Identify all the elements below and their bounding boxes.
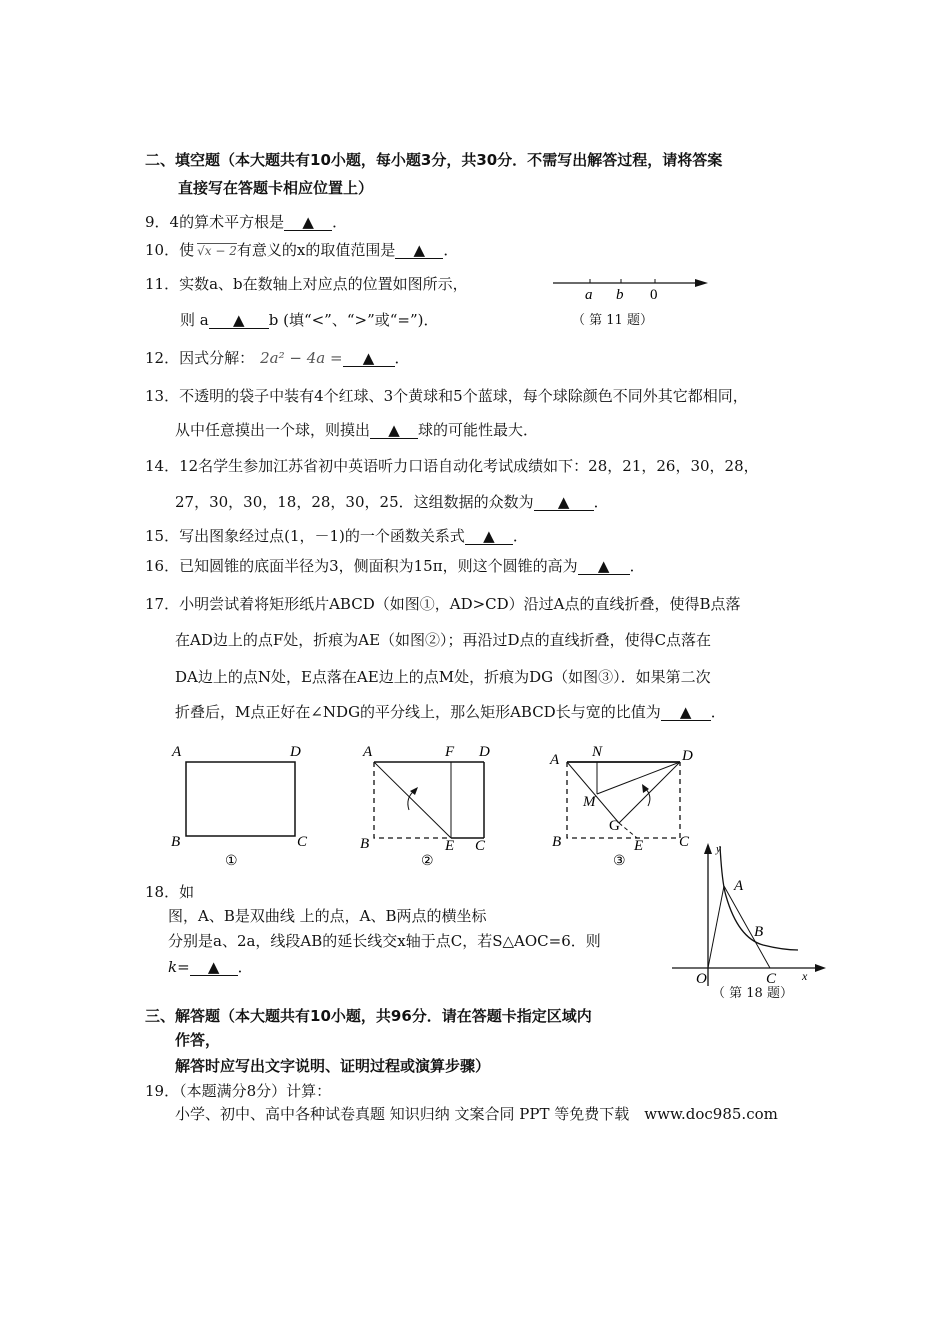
svg-text:E: E <box>634 838 644 854</box>
svg-text:D: D <box>290 744 301 760</box>
svg-text:M: M <box>583 794 596 810</box>
question-18-line1: 图，A、B是双曲线 上的点，A、B两点的横坐标 <box>168 907 487 925</box>
svg-text:C: C <box>679 834 690 850</box>
question-9: 9．4的算术平方根是 ▲ ． <box>145 213 348 231</box>
svg-text:E: E <box>445 838 455 854</box>
figure-2-fold <box>355 738 505 868</box>
svg-text:②: ② <box>421 854 434 868</box>
svg-text:C: C <box>297 834 308 850</box>
question-13-cont: 从中任意摸出一个球，则摸出 ▲ 球的可能性最大． <box>175 421 539 439</box>
question-16: 16．已知圆锥的底面半径为3，侧面积为15π，则这个圆锥的高为 ▲ ． <box>145 557 645 575</box>
question-18-answer: k= ▲ ． <box>168 958 253 976</box>
svg-text:G: G <box>609 818 620 834</box>
axis-label-a: a <box>585 287 593 300</box>
answer-blank: ▲ <box>343 350 395 367</box>
section2-title-cont: 直接写在答题卡相应位置上） <box>178 179 374 197</box>
svg-text:A: A <box>363 744 373 760</box>
hyperbola-figure <box>668 838 828 988</box>
answer-blank: ▲ <box>465 528 513 545</box>
svg-text:O: O <box>696 971 707 987</box>
answer-blank: ▲ <box>395 242 443 259</box>
section2-title: 二、填空题（本大题共有10小题，每小题3分，共30分．不需写出解答过程，请将答案 <box>145 151 723 169</box>
answer-blank: ▲ <box>370 422 418 439</box>
svg-text:y: y <box>716 843 721 855</box>
svg-text:D: D <box>479 744 490 760</box>
svg-text:N: N <box>592 744 603 760</box>
answer-blank: ▲ <box>209 312 269 329</box>
svg-text:F: F <box>445 744 455 760</box>
question-18: 18．如 <box>145 883 195 901</box>
question-15: 15．写出图象经过点(1，－1)的一个函数关系式 ▲ ． <box>145 527 528 545</box>
question-17-line3: DA边上的点N处，E点落在AE边上的点M处，折痕为DG（如图③）．如果第二次 <box>175 668 711 686</box>
number-line-figure <box>545 270 715 300</box>
svg-text:A: A <box>734 878 744 894</box>
question-14-cont: 27，30，30，18，28，30，25．这组数据的众数为 ▲ ． <box>175 493 609 511</box>
answer-blank: ▲ <box>284 214 332 231</box>
svg-text:D: D <box>682 748 693 764</box>
svg-text:①: ① <box>225 854 238 868</box>
question-13: 13．不透明的袋子中装有4个红球、3个黄球和5个蓝球，每个球除颜色不同外其它都相同， <box>145 387 748 405</box>
axis-label-b: b <box>616 287 624 300</box>
svg-text:B: B <box>360 836 370 852</box>
question-14: 14．12名学生参加江苏省初中英语听力口语自动化考试成绩如下：28，21，26，30，28， <box>145 457 759 475</box>
figure-18-caption: （ 第 18 题） <box>712 986 793 1001</box>
question-17-line2: 在AD边上的点F处，折痕为AE（如图②）；再沿过D点的直线折叠，使得C点落在 <box>175 631 712 649</box>
question-10: 10．使 √x − 2有意义的x的取值范围是 ▲ ． <box>145 241 459 259</box>
answer-blank: ▲ <box>534 494 594 511</box>
question-11: 11．实数a、b在数轴上对应点的位置如图所示， <box>145 275 468 293</box>
question-11-answer: 则 a ▲ b (填“<”、“>”或“=”)． <box>180 311 439 329</box>
section3-title-cont2: 解答时应写出文字说明、证明过程或演算步骤） <box>175 1057 491 1075</box>
axis-label-0: 0 <box>650 287 658 300</box>
figure-11-caption: （ 第 11 题） <box>572 313 653 328</box>
answer-blank: ▲ <box>190 959 238 976</box>
section3-title: 三、解答题（本大题共有10小题，共96分．请在答题卡指定区域内 <box>145 1007 592 1025</box>
svg-text:A: A <box>550 752 560 768</box>
svg-text:A: A <box>172 744 182 760</box>
svg-text:B: B <box>171 834 181 850</box>
svg-text:C: C <box>766 971 777 987</box>
question-12: 12．因式分解： 2a² − 4a = ▲ ． <box>145 349 410 367</box>
figure-1-rectangle <box>165 738 325 868</box>
answer-blank: ▲ <box>661 704 711 721</box>
svg-text:③: ③ <box>613 854 626 868</box>
section3-title-cont: 作答， <box>175 1031 221 1049</box>
question-17-line4: 折叠后，M点正好在∠NDG的平分线上，那么矩形ABCD长与宽的比值为 ▲ ． <box>175 703 726 721</box>
answer-blank: ▲ <box>578 558 630 575</box>
footer-text: 小学、初中、高中各种试卷真题 知识归纳 文案合同 PPT 等免费下载 www.doc985.com <box>175 1105 778 1123</box>
question-19: 19．（本题满分8分）计算： <box>145 1082 332 1100</box>
svg-text:B: B <box>754 924 764 940</box>
svg-text:x: x <box>802 969 808 983</box>
question-17: 17．小明尝试着将矩形纸片ABCD（如图①，AD>CD）沿过A点的直线折叠，使得B点落 <box>145 595 741 613</box>
svg-text:B: B <box>552 834 562 850</box>
sqrt-expression: √x − 2 <box>197 244 237 258</box>
question-18-line2: 分别是a、2a，线段AB的延长线交x轴于点C，若S△AOC=6．则 <box>168 932 601 950</box>
svg-text:C: C <box>475 838 486 854</box>
